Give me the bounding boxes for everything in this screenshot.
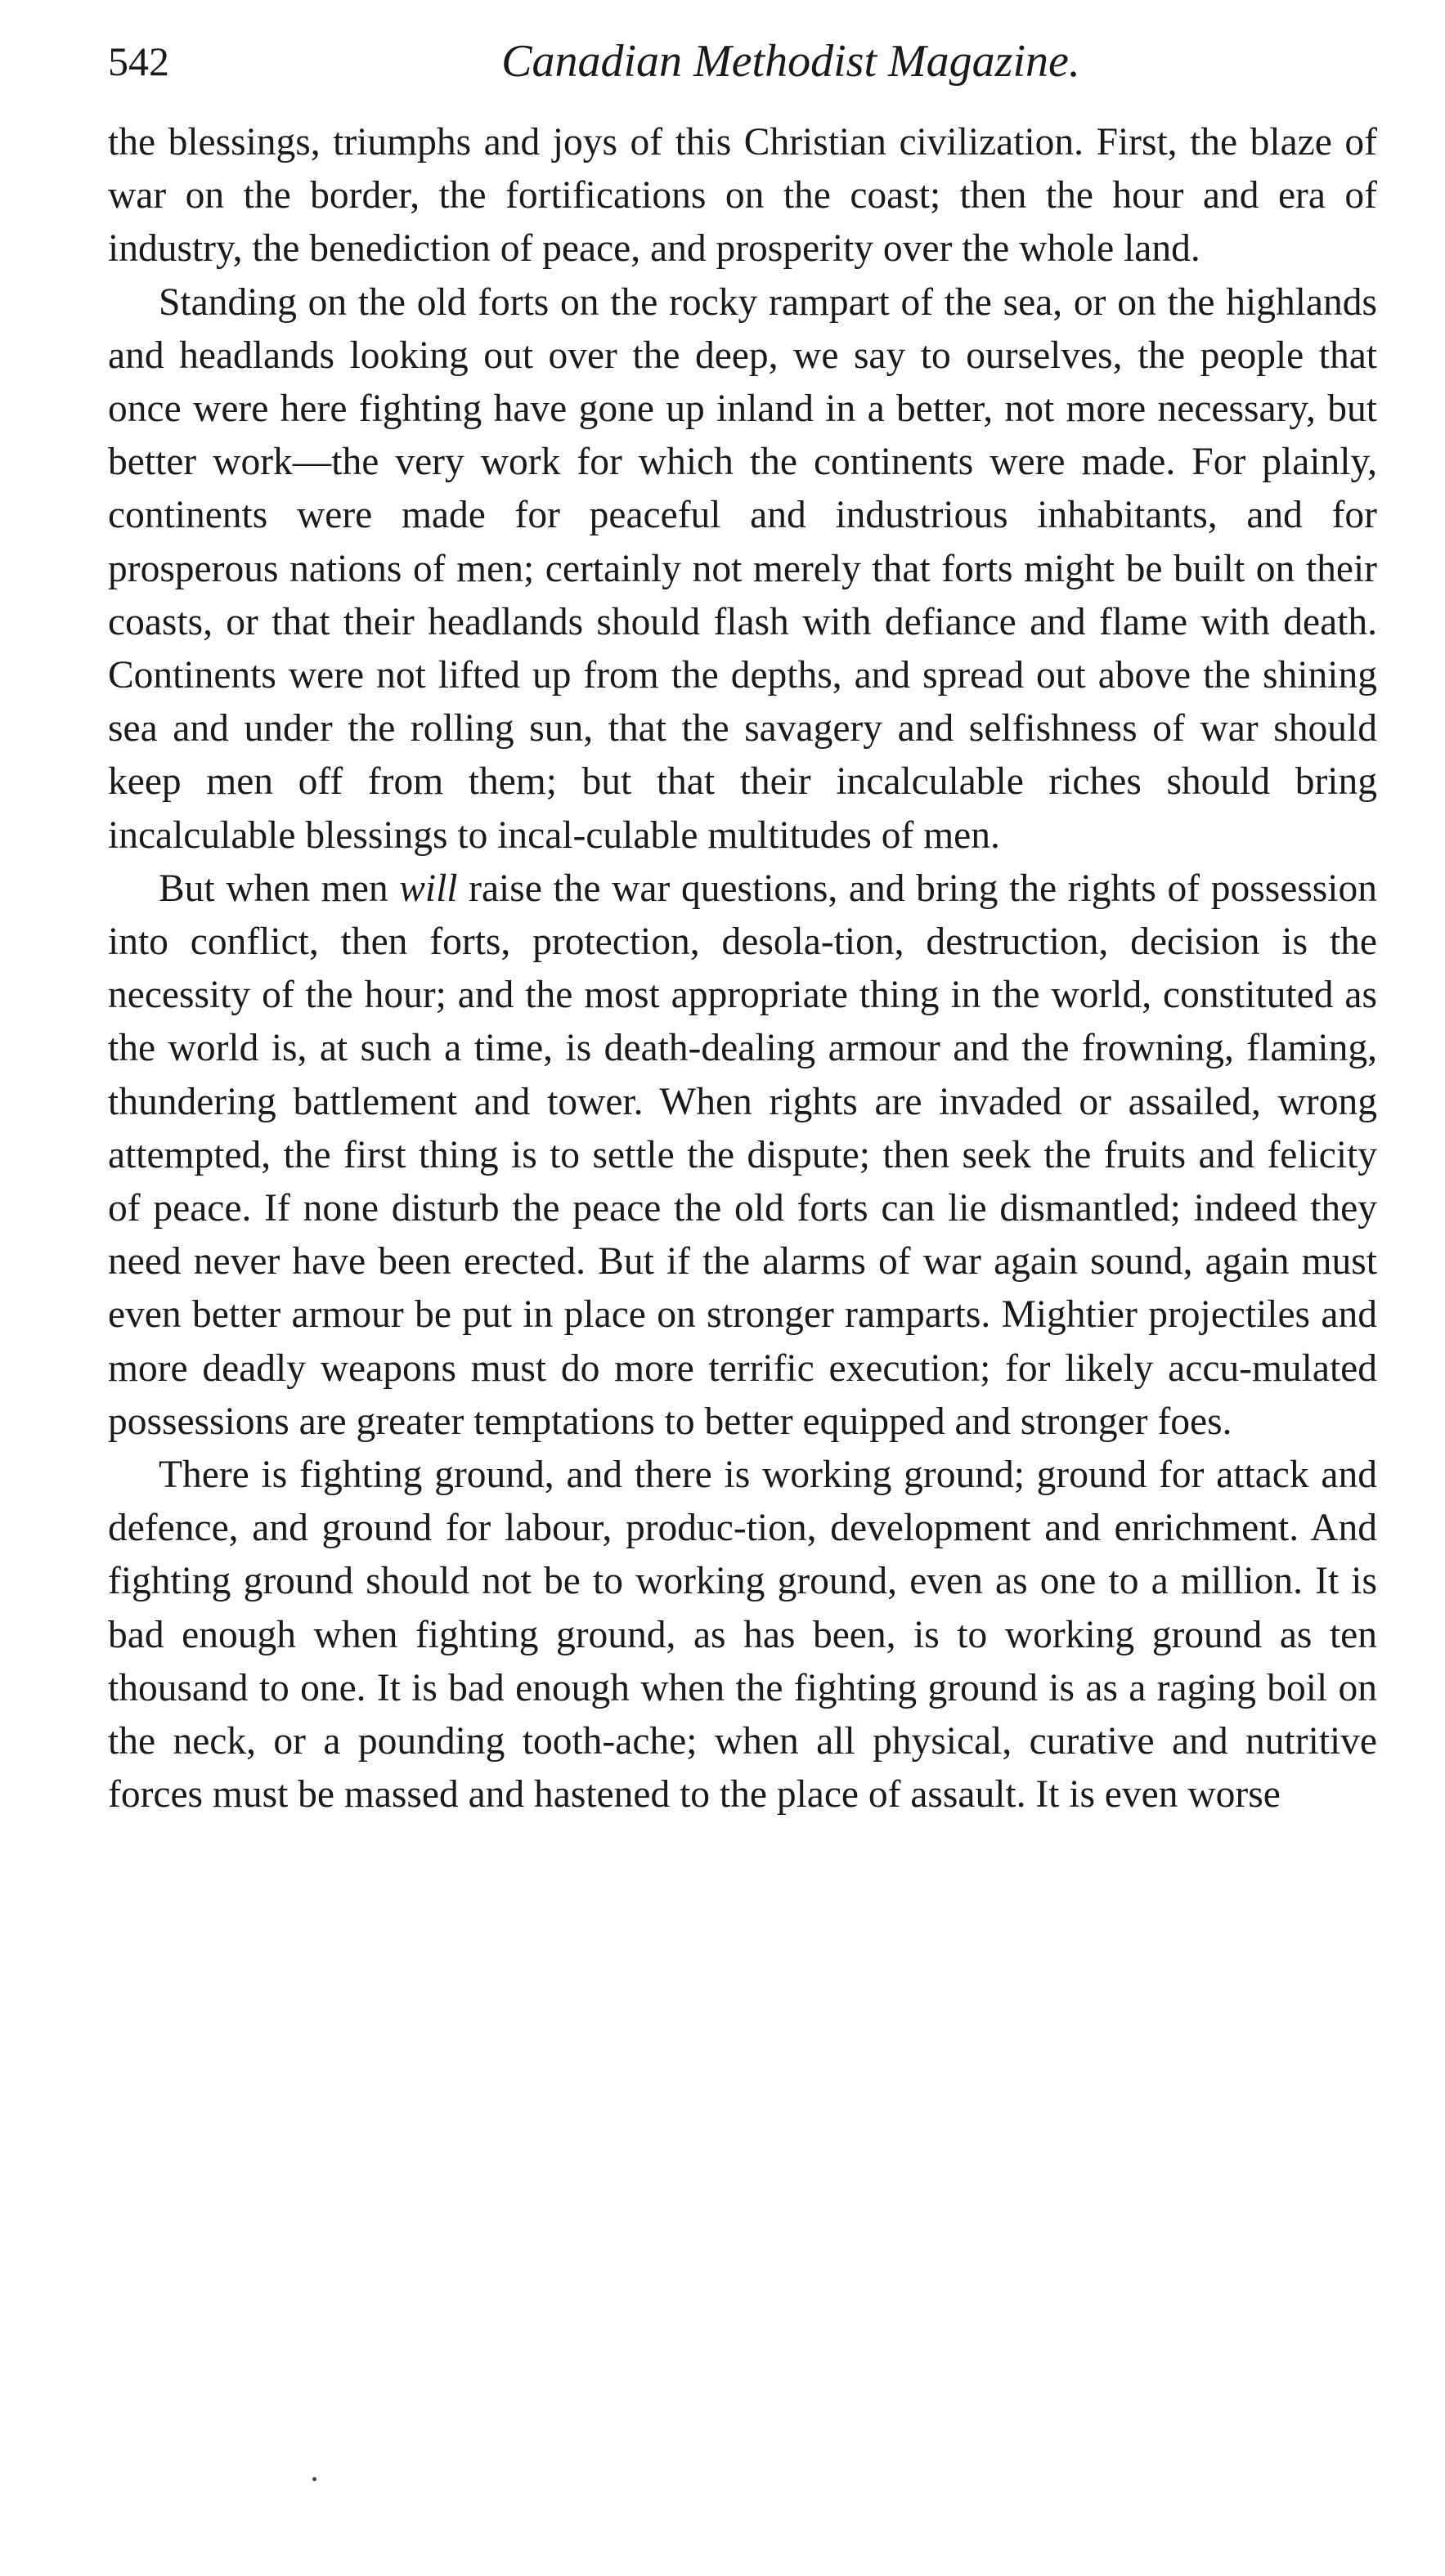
paragraph-3 [108,862,1377,1449]
running-head [108,25,1375,98]
paragraph-1: the blessings, triumphs and joys of this Christian civilization. First, the blaze of war on the border, the fortifications on the coast; then the hour and era of industry, the benediction of peace, and prosperity over the whole land. [108,121,1377,271]
paragraph-2: Standing on the old forts on the rocky rampart of the sea, or on the highlands and headlands looking out over the deep, we say to ourselves, the people that once were here fighting have gone up inland in a better, not more necessary, but better work—the very work for which the continents were made. For plainly, continents were made for peaceful and industrious inhabitants, and for prosperous nations of men; certainly not merely that forts might be built on their coasts, or that their headlands should flash with defiance and flame with death. Continents were not lifted up from the depths, and spread out above the shining sea and under the rolling sun, that the savagery and selfishness of war should keep men off from them; but that their incalculable riches should bring incalculable blessings to incal-culable multitudes of men. [108,280,1377,857]
paragraph-3-lead: But when men [159,867,400,910]
paragraph-3-rest: raise the war questions, and bring the rights of possession into conflict, then forts, protection, desola-tion, destruction, decision is the necessity of the hour; and the most appropriate thing in the world, constituted as the world is, at such a time, is death-dealing armour and the frowning, flaming, thundering battlement and tower. When rights are invaded or assailed, wrong attempted, the first thing is to settle the dispute; then seek the fruits and felicity of peace. If none disturb the peace the old forts can lie dismantled; indeed they need never have been erected. But if the alarms of war again sound, again must even better armour be put in place on stronger ramparts. Mightier projectiles and more deadly weapons must do more terrific execution; for likely accu-mulated possessions are greater temptations to better equipped and stronger foes. [108,867,1377,1443]
paragraph-4: There is fighting ground, and there is working ground; ground for attack and defence, and ground for labour, produc-tion, development and enrichment. And fighting ground should not be to working ground, even as one to a million. It is bad enough when fighting ground, as has been, is to working ground as ten thousand to one. It is bad enough when the fighting ground is as a raging boil on the neck, or a pounding tooth-ache; when all physical, curative and nutritive forces must be massed and hastened to the place of assault. It is even worse [108,1454,1377,1817]
emphasized-word: will [399,867,458,910]
article-body [108,116,1377,1822]
ink-speck [312,2477,316,2481]
page-number: 542 [108,38,169,84]
journal-title: Canadian Methodist Magazine. [501,36,1080,87]
